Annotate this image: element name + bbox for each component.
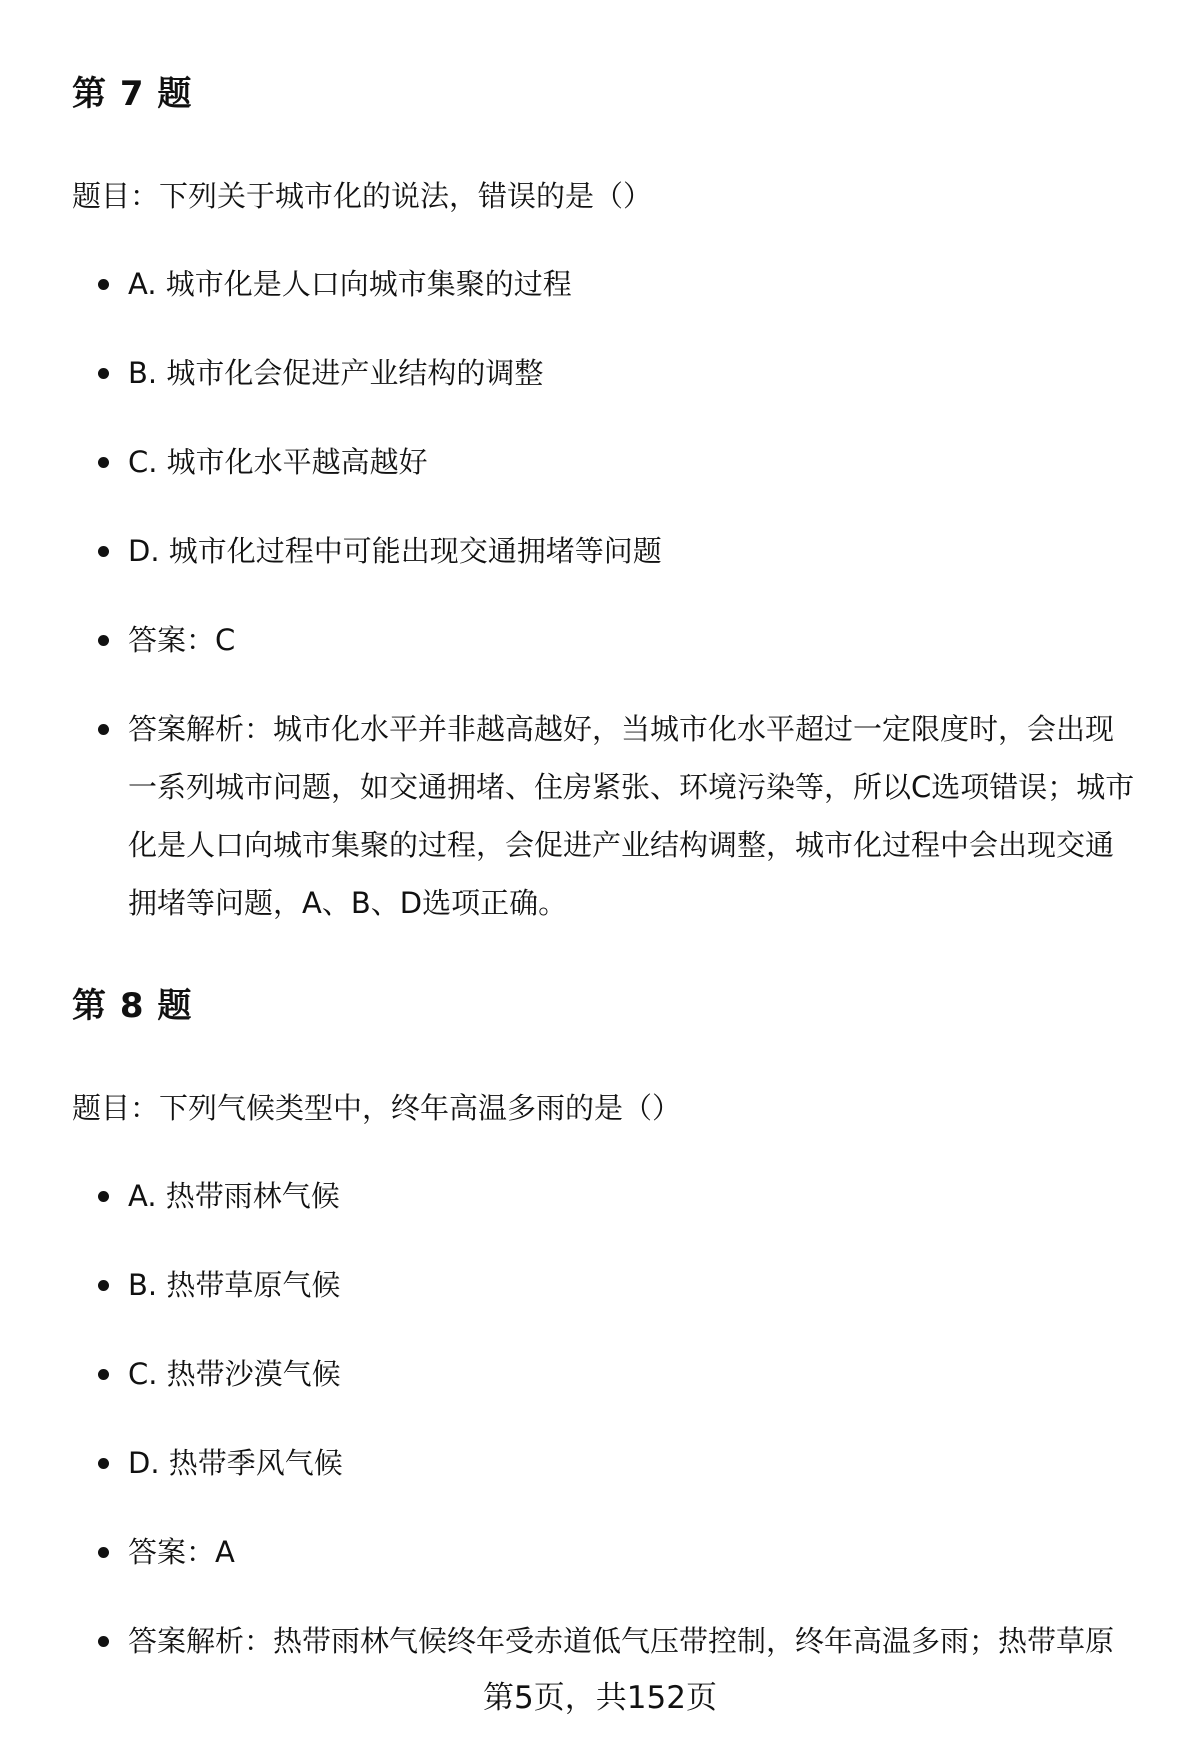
- question-7-option-d: D. 城市化过程中可能出现交通拥堵等问题: [128, 522, 1140, 580]
- question-7-option-a: A. 城市化是人口向城市集聚的过程: [128, 255, 1140, 313]
- question-8-answer: 答案：A: [128, 1523, 1140, 1581]
- question-7-option-c: C. 城市化水平越高越好: [128, 433, 1140, 491]
- question-8-option-a: A. 热带雨林气候: [128, 1167, 1140, 1225]
- page-footer: 第5页，共152页: [483, 1680, 717, 1716]
- question-7-stem: 题目：下列关于城市化的说法，错误的是（）: [72, 179, 653, 213]
- question-8-analysis: 答案解析：热带雨林气候终年受赤道低气压带控制，终年高温多雨；热带草原: [128, 1612, 1140, 1670]
- question-8-option-c: C. 热带沙漠气候: [128, 1345, 1140, 1403]
- question-8-option-d: D. 热带季风气候: [128, 1434, 1140, 1492]
- question-7-analysis: 答案解析：城市化水平并非越高越好，当城市化水平超过一定限度时，会出现一系列城市问题，如交通拥堵、住房紧张、环境污染等，所以C选项错误；城市化是人口向城市集聚的过程，会促进产业结构调整，城市化过程中会出现交通拥堵等问题，A、B、D选项正确。: [128, 700, 1140, 932]
- question-8-stem: 题目：下列气候类型中，终年高温多雨的是（）: [72, 1091, 682, 1125]
- question-7-answer: 答案：C: [128, 611, 1140, 669]
- question-7-option-b: B. 城市化会促进产业结构的调整: [128, 344, 1140, 402]
- question-7-title: 第 7 题: [72, 74, 193, 114]
- question-8-title: 第 8 题: [72, 986, 193, 1026]
- question-8-option-b: B. 热带草原气候: [128, 1256, 1140, 1314]
